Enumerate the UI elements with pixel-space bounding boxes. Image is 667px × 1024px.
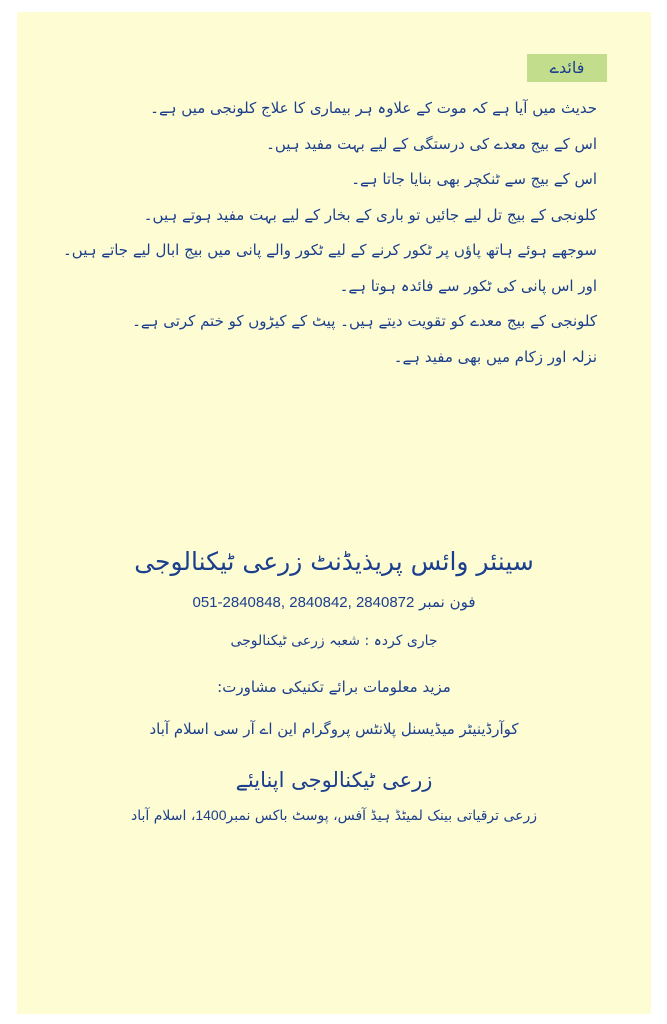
benefits-heading: فائدے	[527, 54, 607, 82]
benefit-item: نزلہ اور زکام میں بھی مفید ہے۔	[393, 347, 597, 366]
benefits-list	[57, 92, 597, 376]
issued-by: جاری کردہ : شعبہ زرعی ٹیکنالوجی	[230, 633, 438, 649]
phone-numbers: 051-2840848, 2840842, 2840872	[192, 594, 415, 611]
organization-title: سینئر وائس پریذیڈنٹ زرعی ٹیکنالوجی	[134, 547, 534, 576]
benefit-item: اس کے بیج معدے کی درستگی کے لیے بہت مفید ہیں۔	[266, 134, 597, 153]
benefit-item: حدیث میں آیا ہے کہ موت کے علاوہ ہر بیماری کا علاج کلونجی میں ہے۔	[150, 99, 597, 117]
benefit-item: اس کے بیج سے ٹنکچر بھی بنایا جاتا ہے۔	[351, 170, 597, 188]
document-page	[17, 12, 651, 1014]
coordinator-line: کوآرڈینیٹر میڈیسنل پلانٹس پروگرام این اے آر سی اسلام آباد	[149, 720, 519, 738]
address-line	[17, 800, 651, 831]
address-suffix: ، اسلام آباد	[130, 808, 196, 824]
more-info-label: مزید معلومات برائے تکنیکی مشاورت:	[217, 678, 451, 696]
benefit-item: کلونجی کے بیج معدے کو تقویت دیتے ہیں۔ پیٹ کے کیڑوں کو ختم کرتی ہے۔	[132, 312, 597, 330]
address-prefix: زرعی ترقیاتی بینک لمیٹڈ ہیڈ آفس، پوسٹ باکس نمبر	[226, 808, 537, 824]
po-box-number: 1400	[195, 807, 227, 823]
benefit-item: اور اس پانی کی ٹکور سے فائدہ ہوتا ہے۔	[339, 276, 597, 295]
benefit-item: کلونجی کے بیج تل لیے جائیں تو باری کے بخار کے لیے بہت مفید ہوتے ہیں۔	[143, 205, 597, 224]
slogan: زرعی ٹیکنالوجی اپنایئے	[235, 768, 433, 792]
benefit-item: سوجھے ہوئے ہاتھ پاؤں پر ٹکور کرنے کے لیے ٹکور والے پانی میں بیج ابال لیے جاتے ہیں۔	[62, 241, 597, 259]
phone-line	[17, 588, 651, 617]
phone-label: فون نمبر	[419, 593, 476, 611]
